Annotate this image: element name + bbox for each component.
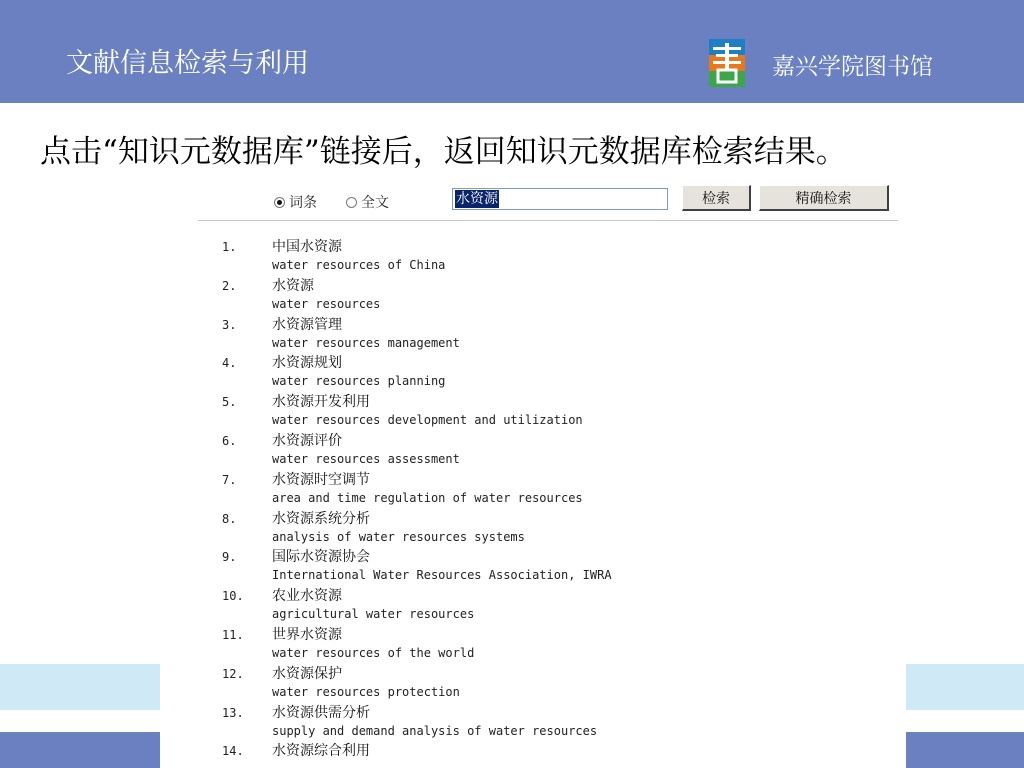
result-term-link[interactable]: 水资源评价 <box>272 432 342 449</box>
result-english: International Water Resources Association, IWRA <box>272 568 612 583</box>
result-english: water resources management <box>272 335 460 350</box>
radio-label-term: 词条 <box>289 195 317 211</box>
result-term-link[interactable]: 水资源开发利用 <box>272 394 370 411</box>
list-item[interactable] <box>160 548 906 587</box>
search-input[interactable] <box>452 188 668 210</box>
list-item[interactable] <box>160 587 906 626</box>
result-term-link[interactable]: 水资源供需分析 <box>272 704 370 721</box>
result-number: 10. <box>222 589 244 604</box>
library-logo-icon <box>709 39 745 87</box>
result-number: 8. <box>222 511 237 526</box>
result-number: 14. <box>222 744 244 759</box>
search-input-value: 水资源 <box>456 191 498 207</box>
radio-label-fulltext: 全文 <box>361 195 389 211</box>
list-item[interactable] <box>160 432 906 471</box>
result-number: 6. <box>222 433 237 448</box>
result-term-link[interactable]: 水资源 <box>272 277 314 294</box>
result-english: water resources development and utilization <box>272 413 583 428</box>
list-item[interactable] <box>160 704 906 743</box>
result-term-link[interactable]: 农业水资源 <box>272 588 342 605</box>
result-english: agricultural water resources <box>272 607 475 622</box>
list-item[interactable] <box>160 742 906 768</box>
search-bar <box>198 180 898 221</box>
result-english: water resources planning <box>272 374 446 389</box>
result-term-link[interactable]: 世界水资源 <box>272 626 342 643</box>
results-list <box>160 238 906 768</box>
result-english: supply and demand analysis of water resources <box>272 723 598 738</box>
radio-unchecked-icon[interactable] <box>346 197 357 208</box>
result-number: 1. <box>222 240 237 254</box>
library-name: 嘉兴学院图书馆 <box>772 54 933 80</box>
list-item[interactable] <box>160 316 906 355</box>
result-number: 4. <box>222 356 237 371</box>
result-term-link[interactable]: 中国水资源 <box>272 239 342 255</box>
course-title: 文献信息检索与利用 <box>66 48 309 79</box>
result-number: 11. <box>222 627 244 642</box>
result-english: water resources of the world <box>272 645 475 660</box>
result-term-link[interactable]: 水资源系统分析 <box>272 510 370 527</box>
search-button[interactable]: 检索 <box>682 185 751 211</box>
list-item[interactable] <box>160 277 906 316</box>
result-number: 7. <box>222 472 237 487</box>
result-number: 5. <box>222 395 237 410</box>
radio-checked-icon[interactable] <box>274 197 285 208</box>
result-number: 2. <box>222 278 237 293</box>
result-english: analysis of water resources systems <box>272 529 525 544</box>
result-number: 13. <box>222 705 244 720</box>
search-results-screenshot <box>160 180 906 768</box>
list-item[interactable] <box>160 510 906 549</box>
result-english: area and time regulation of water resources <box>272 490 583 505</box>
result-term-link[interactable]: 水资源综合利用 <box>272 743 370 760</box>
result-number: 12. <box>222 666 244 681</box>
list-item[interactable] <box>160 626 906 665</box>
exact-search-button[interactable]: 精确检索 <box>759 185 889 211</box>
list-item[interactable] <box>160 238 906 277</box>
list-item[interactable] <box>160 354 906 393</box>
list-item[interactable] <box>160 471 906 510</box>
list-item[interactable] <box>160 393 906 432</box>
result-english: water resources of China <box>272 258 446 272</box>
instruction-text: 点击“知识元数据库”链接后，返回知识元数据库检索结果。 <box>40 134 847 170</box>
radio-option-fulltext[interactable] <box>346 192 389 212</box>
result-english: water resources <box>272 296 381 311</box>
result-term-link[interactable]: 水资源时空调节 <box>272 471 370 488</box>
result-term-link[interactable]: 国际水资源协会 <box>272 549 370 566</box>
result-number: 3. <box>222 317 237 332</box>
result-term-link[interactable]: 水资源规划 <box>272 355 342 372</box>
result-term-link[interactable]: 水资源保护 <box>272 665 342 682</box>
result-number: 9. <box>222 550 237 565</box>
result-term-link[interactable]: 水资源管理 <box>272 316 342 333</box>
result-english: water resources assessment <box>272 451 460 466</box>
result-english: water resources protection <box>272 684 460 699</box>
radio-option-term[interactable] <box>274 192 317 212</box>
list-item[interactable] <box>160 665 906 704</box>
